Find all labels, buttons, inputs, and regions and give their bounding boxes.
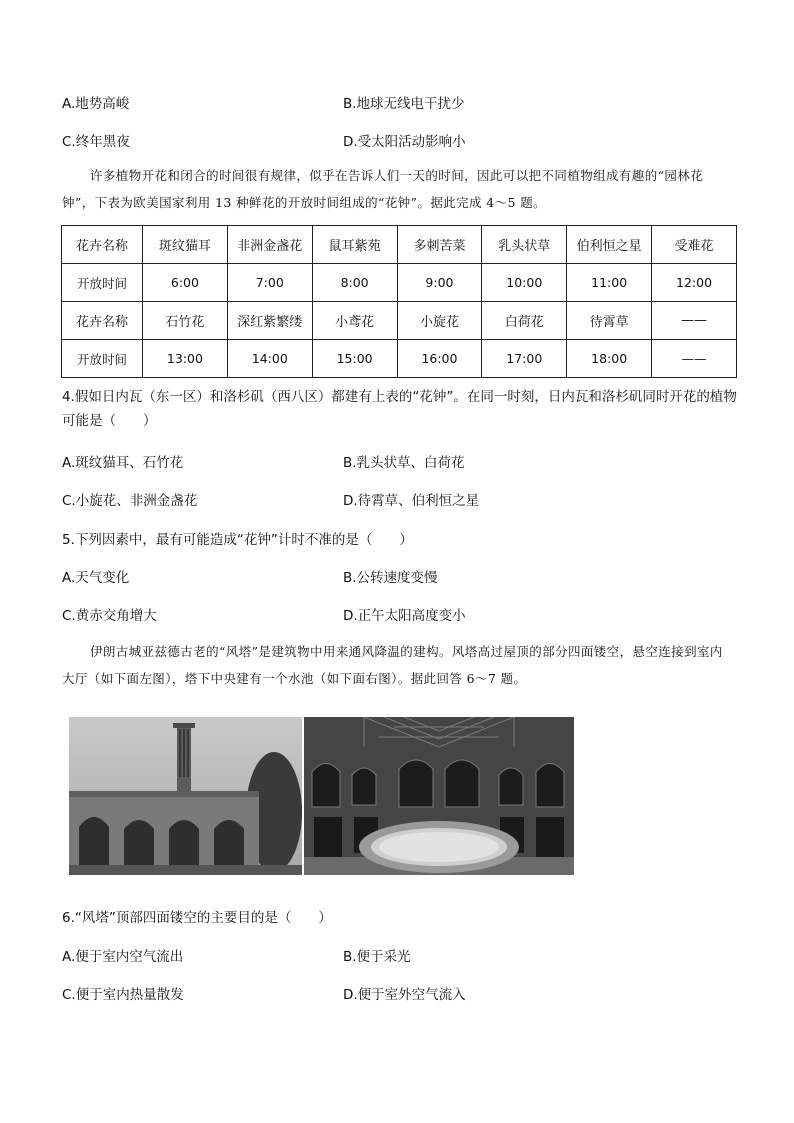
table-row-header: 开放时间: [62, 264, 143, 302]
passage-flower-clock: 许多植物开花和闭合的时间很有规律，似乎在告诉人们一天的时间，因此可以把不同植物组成有趣的“园林花钟”，下表为欧美国家利用 13 种鲜花的开放时间组成的“花钟”。据此完成 4～5 题。: [62, 168, 704, 210]
table-cell: 石竹花: [143, 302, 228, 340]
table-cell: 小鸢花: [312, 302, 397, 340]
flower-clock-table: [61, 225, 737, 378]
q5-option-c: C.黄赤交角增大: [62, 608, 157, 624]
table-cell: 15:00: [312, 340, 397, 378]
q5-option-b: B.公转速度变慢: [343, 570, 438, 586]
q5-option-a: A.天气变化: [62, 570, 130, 586]
q6-option-a: A.便于室内空气流出: [62, 949, 184, 965]
wind-tower-interior-pool-photo: [304, 717, 574, 875]
table-cell: 白荷花: [482, 302, 567, 340]
table-cell: 9:00: [397, 264, 482, 302]
table-cell: 7:00: [227, 264, 312, 302]
table-cell: 17:00: [482, 340, 567, 378]
table-row-header: 花卉名称: [62, 302, 143, 340]
table-cell: 18:00: [567, 340, 652, 378]
table-row: [62, 302, 737, 340]
q4-stem: 4.假如日内瓦（东一区）和洛杉矶（西八区）都建有上表的“花钟”。在同一时刻，日内瓦和洛杉矶同时开花的植物可能是（ ）: [62, 389, 737, 429]
table-cell: 8:00: [312, 264, 397, 302]
table-cell: 小旋花: [397, 302, 482, 340]
table-cell: 11:00: [567, 264, 652, 302]
q6-option-d: D.便于室外空气流入: [343, 987, 466, 1003]
table-cell: 鼠耳紫苑: [312, 226, 397, 264]
table-cell: ——: [652, 302, 737, 340]
table-row-header: 开放时间: [62, 340, 143, 378]
table-cell: 伯利恒之星: [567, 226, 652, 264]
table-cell: 深红紫繁缕: [227, 302, 312, 340]
table-cell: 待霄草: [567, 302, 652, 340]
table-row-header: 花卉名称: [62, 226, 143, 264]
table-cell: 13:00: [143, 340, 228, 378]
q4-option-b: B.乳头状草、白荷花: [343, 455, 465, 471]
table-cell: ——: [652, 340, 737, 378]
q6-option-c: C.便于室内热量散发: [62, 987, 184, 1003]
q6-option-b: B.便于采光: [343, 949, 411, 965]
table-row: [62, 264, 737, 302]
q6-stem: 6.“风塔”顶部四面镂空的主要目的是（ ）: [62, 910, 332, 926]
table-cell: 6:00: [143, 264, 228, 302]
table-cell: 16:00: [397, 340, 482, 378]
q4-option-a: A.斑纹猫耳、石竹花: [62, 455, 184, 471]
q5-option-d: D.正午太阳高度变小: [343, 608, 466, 624]
table-cell: 非洲金盏花: [227, 226, 312, 264]
q3-option-c: C.终年黑夜: [62, 134, 130, 150]
q5-stem: 5.下列因素中，最有可能造成“花钟”计时不准的是（ ）: [62, 532, 413, 548]
q4-option-c: C.小旋花、非洲金盏花: [62, 493, 198, 509]
table-cell: 10:00: [482, 264, 567, 302]
table-cell: 多刺苦菜: [397, 226, 482, 264]
q3-option-a: A.地势高峻: [62, 96, 130, 112]
wind-tower-exterior-photo: [69, 717, 302, 875]
q3-option-d: D.受太阳活动影响小: [343, 134, 466, 150]
table-row: [62, 226, 737, 264]
table-cell: 12:00: [652, 264, 737, 302]
table-cell: 14:00: [227, 340, 312, 378]
q3-option-b: B.地球无线电干扰少: [343, 96, 465, 112]
table-cell: 受难花: [652, 226, 737, 264]
passage-wind-tower: 伊朗古城亚兹德古老的“风塔”是建筑物中用来通风降温的建构。风塔高过屋顶的部分四面镂空，悬空连接到室内大厅（如下面左图），塔下中央建有一个水池（如下面右图）。据此回答 6～7 题。: [62, 644, 723, 686]
table-cell: 乳头状草: [482, 226, 567, 264]
table-cell: 斑纹猫耳: [143, 226, 228, 264]
table-row: [62, 340, 737, 378]
q4-option-d: D.待霄草、伯利恒之星: [343, 493, 480, 509]
